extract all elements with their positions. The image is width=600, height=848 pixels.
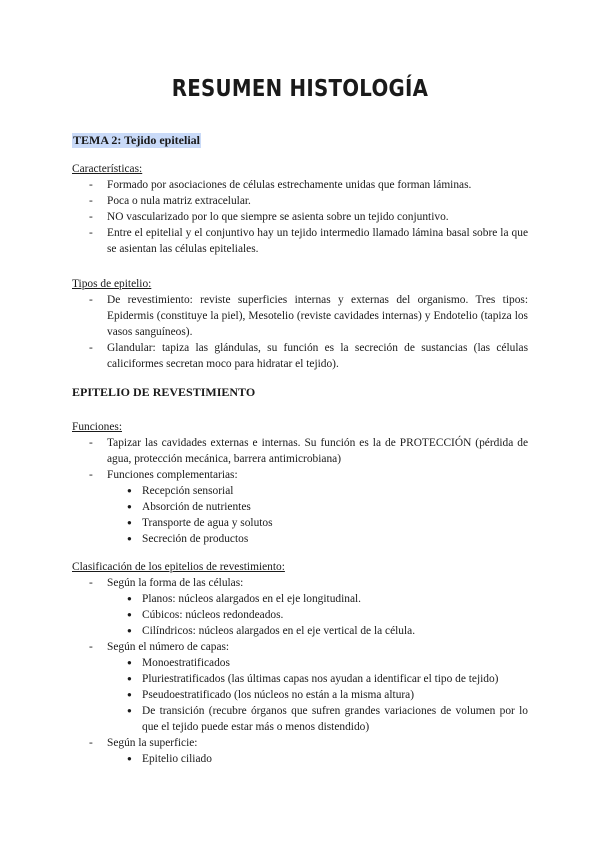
list-item: - Entre el epitelial y el conjuntivo hay un tejido intermedio llamado lámina basal sobre la que se asientan las células epiteliales.	[72, 225, 528, 257]
tipos-list	[72, 292, 528, 372]
sublist-item: ● Transporte de agua y solutos	[72, 515, 528, 531]
sublist-item: ● Cilíndricos: núcleos alargados en el eje vertical de la célula.	[72, 623, 528, 639]
funciones-heading: Funciones:	[72, 421, 122, 433]
clasificacion-list	[72, 575, 528, 767]
forma-sublist	[107, 591, 528, 639]
funciones-list	[72, 435, 528, 547]
sublist-item: ● Pluriestratificados (las últimas capas nos ayudan a identificar el tipo de tejido)	[72, 671, 528, 687]
sublist-item: ● Absorción de nutrientes	[72, 499, 528, 515]
sublist-item: ● Epitelio ciliado	[72, 751, 528, 767]
list-item-label: Funciones complementarias:	[107, 469, 238, 481]
capas-sublist	[107, 655, 528, 735]
list-item: - Tapizar las cavidades externas e internas. Su función es la de PROTECCIÓN (pérdida de agua, protección mecánica, barrera antimicrobiana)	[72, 435, 528, 467]
list-item: - De revestimiento: reviste superficies internas y externas del organismo. Tres tipos: Epidermis (constituye la piel), Mesotelio (reviste cavidades internas) y Endotelio (tapiza los vasos sanguíneos).	[72, 292, 528, 340]
funciones-sublist	[107, 483, 528, 547]
list-item	[72, 639, 528, 735]
sublist-item: ● Monoestratificados	[72, 655, 528, 671]
superficie-sublist	[107, 751, 528, 767]
sublist-item: ● Pseudoestratificado (los núcleos no están a la misma altura)	[72, 687, 528, 703]
sublist-item: ● De transición (recubre órganos que sufren grandes variaciones de volumen por lo que el tejido puede estar más o menos distendido)	[72, 703, 528, 735]
caracteristicas-list	[72, 177, 528, 257]
sublist-item: ● Planos: núcleos alargados en el eje longitudinal.	[72, 591, 528, 607]
clasificacion-heading: Clasificación de los epitelios de revestimiento:	[72, 561, 285, 573]
list-item: - Poca o nula matriz extracelular.	[72, 193, 528, 209]
section-heading: EPITELIO DE REVESTIMIENTO	[72, 385, 256, 399]
list-item: - NO vascularizado por lo que siempre se asienta sobre un tejido conjuntivo.	[72, 209, 528, 225]
list-item	[72, 735, 528, 767]
caracteristicas-heading: Características:	[72, 163, 143, 175]
sublist-item: ● Secreción de productos	[72, 531, 528, 547]
list-item-label: Según el número de capas:	[107, 641, 230, 653]
list-item-label: Según la superficie:	[107, 737, 198, 749]
tipos-heading: Tipos de epitelio:	[72, 278, 152, 290]
sublist-item: ● Recepción sensorial	[72, 483, 528, 499]
list-item: - Formado por asociaciones de células estrechamente unidas que forman láminas.	[72, 177, 528, 193]
document-title: RESUMEN HISTOLOGÍA	[171, 76, 429, 102]
list-item	[72, 467, 528, 547]
list-item	[72, 575, 528, 639]
topic-heading: TEMA 2: Tejido epitelial	[73, 133, 201, 147]
sublist-item: ● Cúbicos: núcleos redondeados.	[72, 607, 528, 623]
list-item: - Glandular: tapiza las glándulas, su función es la secreción de sustancias (las células caliciformes secretan moco para hidratar el tejido).	[72, 340, 528, 372]
list-item-label: Según la forma de las células:	[107, 577, 244, 589]
document-body	[72, 133, 528, 767]
